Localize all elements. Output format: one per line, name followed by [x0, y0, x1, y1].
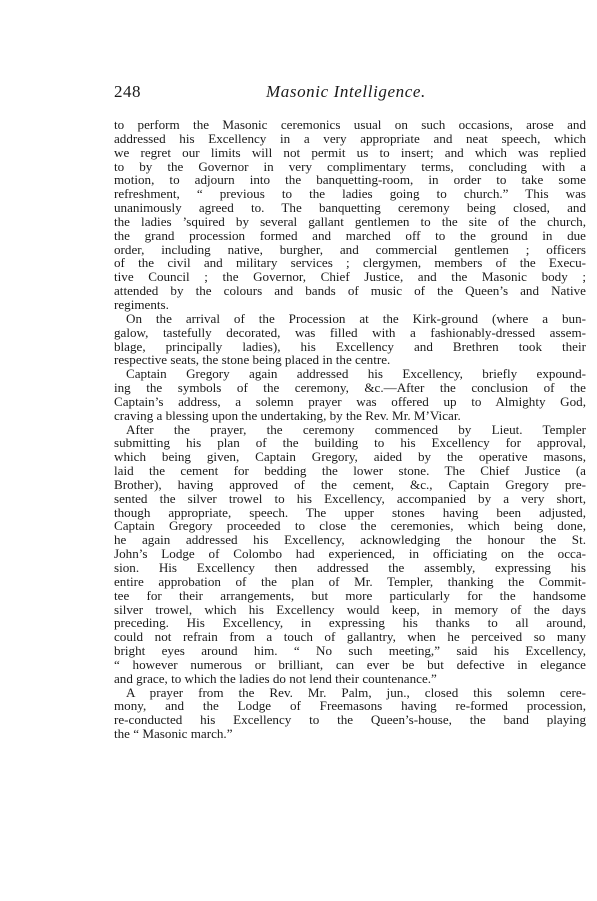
text-line: blage, principally ladies), his Excellency and Brethren took their: [114, 338, 586, 354]
text-line: attended by the colours and bands of music of the Queen’s and Native: [114, 283, 586, 299]
text-line: the “ Masonic march.”: [114, 726, 233, 742]
text-line: respective seats, the stone being placed in the centre.: [114, 352, 391, 368]
text-line: laid the cement for bedding the lower stone. The Chief Justice (a: [114, 463, 586, 479]
text-line: refreshment, “ previous to the ladies going to church.” This was: [114, 186, 586, 202]
text-line: galow, tastefully decorated, was filled with a fashionably-dressed assem-: [114, 324, 586, 340]
text-line: “ however numerous or brilliant, can ever be but defective in elegance: [114, 656, 586, 672]
text-line: bright eyes around him. “ No such meeting,” said his Excellency,: [114, 643, 586, 659]
text-line: though appropriate, speech. The upper stones having been adjusted,: [114, 504, 586, 520]
text-line: the ladies ’squired by several gallant gentlemen to the site of the church,: [114, 213, 586, 229]
text-line: we regret our limits will not permit us to insert; and which was replied: [114, 144, 586, 160]
text-line: tive Council ; the Governor, Chief Justice, and the Masonic body ;: [114, 269, 586, 285]
paragraph: [114, 686, 586, 741]
article-body: [114, 118, 586, 741]
text-line: Captain Gregory again addressed his Excellency, briefly expound-: [126, 366, 586, 382]
text-line: which being given, Captain Gregory, aided by the operative masons,: [114, 449, 586, 465]
text-line: Brother), having approved of the cement, &c., Captain Gregory pre-: [114, 476, 586, 492]
text-line: addressed his Excellency in a very appropriate and neat speech, which: [114, 130, 586, 146]
text-line: A prayer from the Rev. Mr. Palm, jun., closed this solemn cere-: [126, 684, 586, 700]
text-line: he again addressed his Excellency, acknowledging the honour the St.: [114, 532, 586, 548]
text-line: could not refrain from a touch of gallantry, when he perceived so many: [114, 629, 586, 645]
text-line: regiments.: [114, 296, 169, 312]
text-line: preceding. His Excellency, in expressing his thanks to all around,: [114, 615, 586, 631]
text-line: of the civil and military services ; clergymen, members of the Execu-: [114, 255, 586, 271]
page-number: 248: [114, 82, 141, 101]
text-line: the grand procession formed and marched off to the ground in due: [114, 227, 586, 243]
text-line: unanimously agreed to. The banquetting ceremony being closed, and: [114, 200, 586, 216]
text-line: tee for their arrangements, but more particularly for the handsome: [114, 587, 586, 603]
text-line: mony, and the Lodge of Freemasons having re-formed procession,: [114, 698, 586, 714]
text-line: sion. His Excellency then addressed the assembly, expressing his: [114, 560, 586, 575]
text-line: sented the silver trowel to his Excellency, accompanied by a very short,: [114, 490, 586, 506]
paragraph: [114, 312, 586, 367]
text-line: re-conducted his Excellency to the Queen’s-house, the band playing: [114, 712, 586, 728]
text-line: motion, to adjourn into the banquetting-room, in order to take some: [114, 172, 586, 188]
text-line: entire approbation of the plan of Mr. Templer, thanking the Commit-: [114, 573, 586, 589]
text-line: to perform the Masonic ceremonics usual on such occasions, arose and: [114, 117, 586, 132]
text-line: John’s Lodge of Colombo had experienced, in officiating on the occa-: [114, 546, 586, 562]
text-line: ing the symbols of the ceremony, &c.—After the conclusion of the: [114, 380, 586, 396]
text-line: silver trowel, which his Excellency would keep, in memory of the days: [114, 601, 586, 617]
paragraph: [114, 118, 586, 312]
text-line: Captain Gregory proceeded to close the ceremonies, which being done,: [114, 518, 586, 534]
text-line: order, including native, burgher, and commercial gentlemen ; officers: [114, 241, 586, 257]
text-line: On the arrival of the Procession at the Kirk-ground (where a bun-: [126, 310, 586, 326]
text-line: to by the Governor in very complimentary terms, concluding with a: [114, 158, 586, 174]
paragraph: [114, 367, 586, 422]
text-line: Captain’s address, a solemn prayer was offered up to Almighty God,: [114, 393, 586, 409]
paragraph: [114, 423, 586, 686]
text-line: craving a blessing upon the undertaking, by the Rev. Mr. M’Vicar.: [114, 407, 461, 423]
text-line: and grace, to which the ladies do not lend their countenance.”: [114, 670, 437, 686]
text-line: After the prayer, the ceremony commenced by Lieut. Templer: [126, 421, 586, 437]
page-header: [114, 82, 586, 106]
text-line: submitting his plan of the building to his Excellency for approval,: [114, 435, 586, 451]
running-title: Masonic Intelligence.: [266, 82, 426, 101]
